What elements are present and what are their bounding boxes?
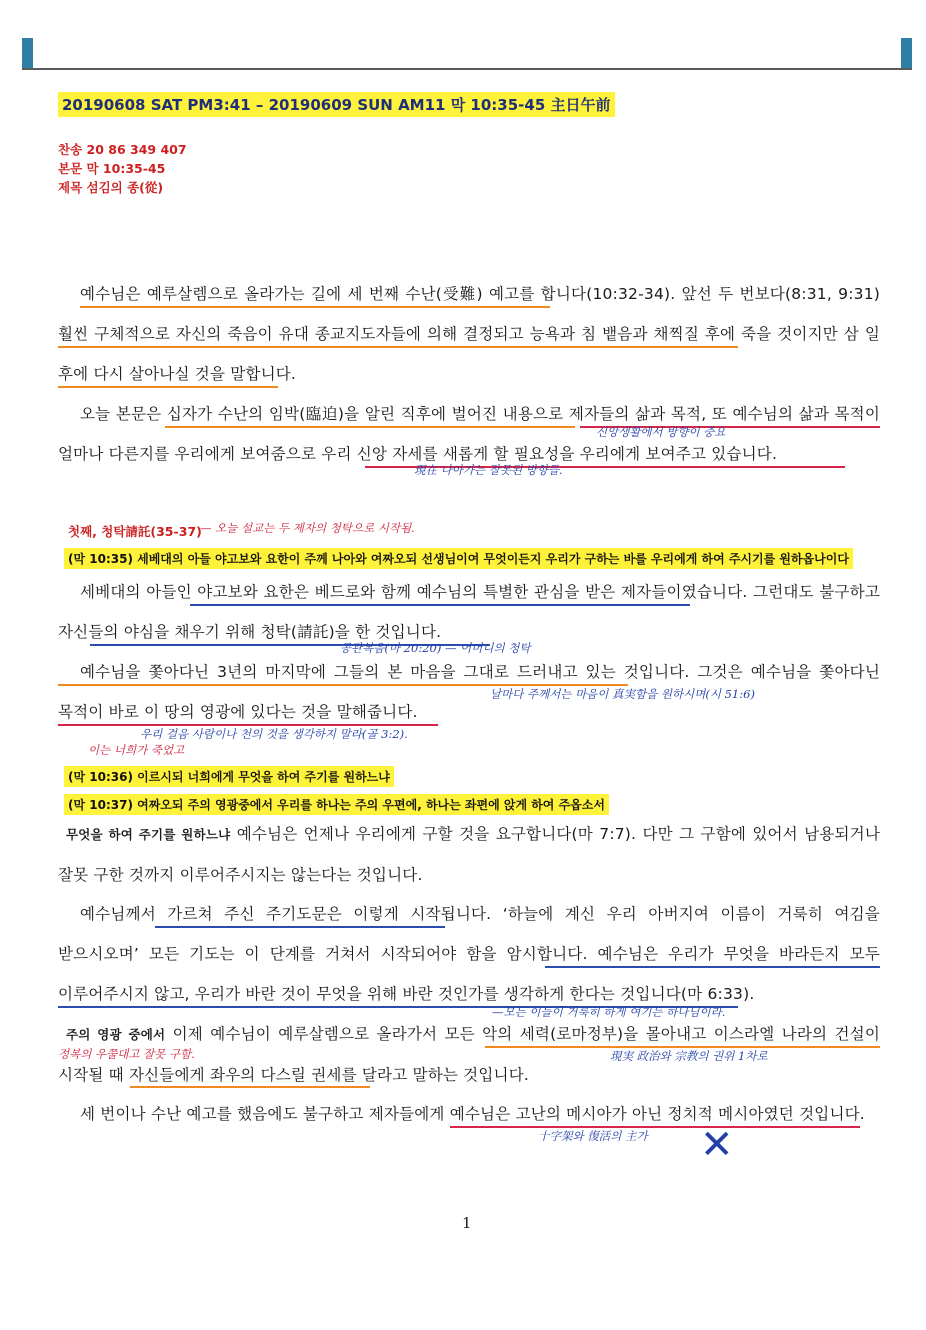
handwritten-note: —모든 이들이 거룩히 하게 여기는 하나님이라. bbox=[492, 1005, 726, 1019]
verse-10-37: (막 10:37) 여짜오되 주의 영광중에서 우리를 하나는 주의 우편에, 하나는 좌편에 앉게 하여 주옵소서 bbox=[64, 794, 609, 815]
right-margin-tab bbox=[901, 38, 912, 70]
highlight-underline bbox=[130, 1086, 370, 1088]
highlight-underline bbox=[450, 1126, 860, 1128]
highlight-underline bbox=[155, 926, 445, 928]
paragraph-1: 예수님은 예루살렘으로 올라가는 길에 세 번째 수난(受難) 예고를 합니다(10:32-34). 앞선 두 번보다(8:31, 9:31) 훨씬 구체적으로 자신의 죽음이 유대 종교지도자들에 의해 결정되고 능욕과 침 뱉음과 채찍질 후에 죽을 것이지만 삼 일 후에 다시 살아나실 것을 말합니다. bbox=[58, 285, 880, 383]
paragraph-5 bbox=[58, 814, 880, 895]
highlight-underline bbox=[545, 966, 880, 968]
header-rule bbox=[22, 68, 912, 70]
handwritten-note: 現実 政治와 宗教의 권위 1차로 bbox=[610, 1049, 768, 1063]
handwritten-note: 공관복음(마 20:20) — 어머니의 청탁 bbox=[340, 641, 531, 655]
paragraph-8: 세 번이나 수난 예고를 했음에도 불구하고 제자들에게 예수님은 고난의 메시아가 아닌 정치적 메시아였던 것입니다. bbox=[80, 1105, 865, 1123]
highlight-underline bbox=[58, 346, 738, 348]
section-heading: 첫째, 청탁請託(35-37) bbox=[68, 524, 202, 539]
cross-mark-icon: ✕ bbox=[700, 1122, 734, 1168]
paragraph-lead: 주의 영광 중에서 bbox=[66, 1027, 166, 1042]
paragraph-body: 이제 예수님이 예루살렘으로 올라가서 모든 악의 세력(로마정부)을 몰아내고 이스라엘 나라의 건설이 시작될 때 자신들에게 좌우의 다스릴 권세를 달라고 말하는 것입니다. bbox=[58, 1025, 880, 1084]
verse-10-35: (막 10:35) 세베대의 아들 야고보와 요한이 주께 나아와 여짜오되 선생님이여 무엇이든지 우리가 구하는 바를 우리에게 하여 주시기를 원하옵나이다 bbox=[64, 548, 853, 569]
handwritten-note: 정복의 우쭐대고 잘못 구함. bbox=[58, 1047, 195, 1061]
verse-10-36: (막 10:36) 이르시되 너희에게 무엇을 하여 주기를 원하느냐 bbox=[64, 766, 394, 787]
scripture-line: 본문 막 10:35-45 bbox=[58, 161, 166, 176]
handwritten-note: 現在 나아가는 잘못된 방향들. bbox=[414, 463, 563, 477]
highlight-underline bbox=[80, 306, 550, 308]
paragraph-body: 예수님은 언제나 우리에게 구할 것을 요구합니다(마 7:7). 다만 그 구함에 있어서 남용되거나 잘못 구한 것까지 이루어주시지는 않는다는 것입니다. bbox=[58, 825, 880, 884]
highlight-underline bbox=[58, 386, 278, 388]
handwritten-note: 이는 너희가 죽었고 bbox=[88, 743, 185, 757]
highlight-underline bbox=[165, 426, 575, 428]
handwritten-note: 날마다 주께서는 마음이 真実함을 원하시며(시 51:6) bbox=[490, 687, 755, 701]
left-margin-tab bbox=[22, 38, 33, 70]
paragraph-6: 예수님께서 가르쳐 주신 주기도문은 이렇게 시작됩니다. ‘하늘에 계신 우리 아버지여 이름이 거룩히 여김을 받으시오며’ 모든 기도는 이 단계를 거쳐서 시작되어야 함을 암시합니다. 예수님은 우리가 무엇을 바라든지 모두 이루어주시지 않고, 우리가 바란 것이 무엇을 위해 바란 것인가를 생각하게 한다는 것입니다(마 6:33). bbox=[58, 905, 880, 1003]
handwritten-note: 우리 걸음 사람이나 천의 것을 생각하지 말라(골 3:2). bbox=[140, 727, 408, 741]
handwritten-note: 신앙생활에서 방향이 중요 bbox=[596, 425, 726, 439]
title-line: 제목 섬김의 종(從) bbox=[58, 180, 164, 195]
paragraph-lead: 무엇을 하여 주기를 원하느냐 bbox=[66, 827, 231, 842]
page-number: 1 bbox=[462, 1214, 472, 1232]
handwritten-note: — 오늘 설교는 두 제자의 청탁으로 시작됨. bbox=[200, 521, 415, 535]
sermon-meta bbox=[58, 140, 187, 197]
paragraph-2: 오늘 본문은 십자가 수난의 임박(臨迫)을 알린 직후에 벌어진 내용으로 제자들의 삶과 목적, 또 예수님의 삶과 목적이 얼마나 다른지를 우리에게 보여줌으로 우리 신앙 자세를 새롭게 할 필요성을 우리에게 보여주고 있습니다. bbox=[58, 405, 880, 463]
handwritten-note: 十字架와 復活의 主가 bbox=[538, 1129, 648, 1143]
highlight-underline bbox=[190, 604, 690, 606]
paragraph-4: 예수님을 쫓아다닌 3년의 마지막에 그들의 본 마음을 그대로 드러내고 있는 것입니다. 그것은 예수님을 쫓아다닌 목적이 바로 이 땅의 영광에 있다는 것을 말해줍니다. bbox=[58, 663, 880, 721]
paragraph-3: 세베대의 아들인 야고보와 요한은 베드로와 함께 예수님의 특별한 관심을 받은 제자들이였습니다. 그런대도 불구하고 자신들의 야심을 채우기 위해 청탁(請託)을 한 것입니다. bbox=[58, 583, 880, 641]
hymn-line: 찬송 20 86 349 407 bbox=[58, 142, 187, 157]
date-header: 20190608 SAT PM3:41 – 20190609 SUN AM11 막 10:35-45 主日午前 bbox=[58, 92, 615, 117]
